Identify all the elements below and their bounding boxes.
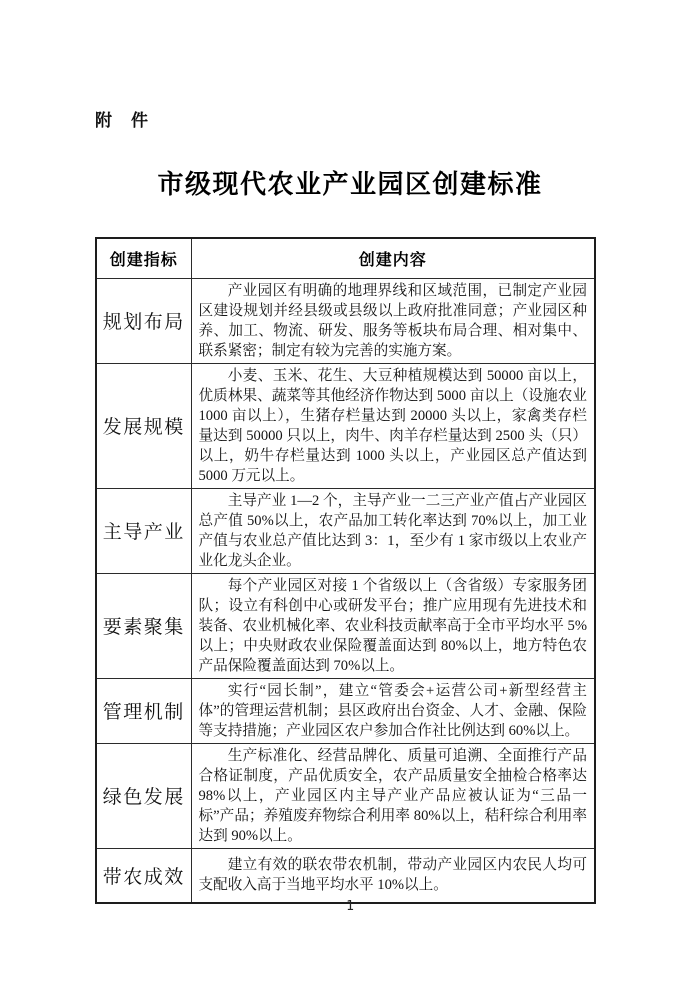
row-content [191, 488, 595, 573]
table-row [96, 278, 595, 363]
header-indicator: 创建指标 [96, 238, 191, 278]
row-indicator: 主导产业 [96, 488, 191, 573]
table-row [96, 678, 595, 743]
table-row [96, 363, 595, 488]
table-row [96, 743, 595, 848]
row-indicator: 要素聚集 [96, 573, 191, 678]
row-content [191, 678, 595, 743]
row-content-text: 每个产业园区对接 1 个省级以上（含省级）专家服务团队；设立有科创中心或研发平台；推广应用现有先进技术和装备、农业机械化率、农业科技贡献率高于全市平均水平 5%以上；中央财政农业保险覆盖面达到 80%以上，地方特色农产品保险覆盖面达到 70%以上。 [198, 577, 587, 674]
row-content [191, 743, 595, 848]
row-content-text: 产业园区有明确的地理界线和区域范围，已制定产业园区建设规划并经县级或县级以上政府批准同意；产业园区种养、加工、物流、研发、服务等板块布局合理、相对集中、联系紧密；制定有较为完善的实施方案。 [198, 282, 587, 359]
row-indicator: 带农成效 [96, 848, 191, 903]
header-content: 创建内容 [191, 238, 595, 278]
table-row [96, 848, 595, 903]
row-content [191, 848, 595, 903]
row-content [191, 363, 595, 488]
row-indicator: 发展规模 [96, 363, 191, 488]
row-content-text: 主导产业 1—2 个，主导产业一二三产业产值占产业园区总产值 50%以上，农产品加工转化率达到 70%以上，加工业产值与农业总产值比达到 3：1，至少有 1 家市级以上农业产业化龙头企业。 [198, 492, 587, 569]
table-header-row [96, 238, 595, 278]
document-title: 市级现代农业产业园区创建标准 [157, 170, 543, 199]
row-indicator: 绿色发展 [96, 743, 191, 848]
row-content [191, 278, 595, 363]
row-content [191, 573, 595, 678]
attachment-label: 附 件 [95, 111, 149, 130]
table-row [96, 573, 595, 678]
row-content-text: 建立有效的联农带农机制，带动产业园区内农民人均可支配收入高于当地平均水平 10%以上。 [198, 857, 587, 894]
page-number: 1 [346, 899, 354, 914]
row-indicator: 管理机制 [96, 678, 191, 743]
row-content-text: 实行“园长制”，建立“管委会+运营公司+新型经营主体”的管理运营机制；县区政府出台资金、人才、金融、保险等支持措施；产业园区农户参加合作社比例达到 60%以上。 [198, 682, 587, 739]
row-content-text: 小麦、玉米、花生、大豆种植规模达到 50000 亩以上，优质林果、蔬菜等其他经济作物达到 5000 亩以上（设施农业 1000 亩以上），生猪存栏量达到 20000 头以上，家禽类存栏量达到 50000 只以上，肉牛、肉羊存栏量达到 2500 头（只）以上，奶牛存栏量达到 1000 头以上，产业园区总产值达到 5000 万元以上。 [198, 367, 587, 484]
table-row [96, 488, 595, 573]
row-content-text: 生产标准化、经营品牌化、质量可追溯、全面推行产品合格证制度，产品优质安全，农产品质量安全抽检合格率达 98%以上，产业园区内主导产业产品应被认证为“三品一标”产品；养殖废弃物综合利用率 80%以上，秸秆综合利用率达到 90%以上。 [198, 747, 587, 844]
standards-table [95, 237, 596, 904]
row-indicator: 规划布局 [96, 278, 191, 363]
